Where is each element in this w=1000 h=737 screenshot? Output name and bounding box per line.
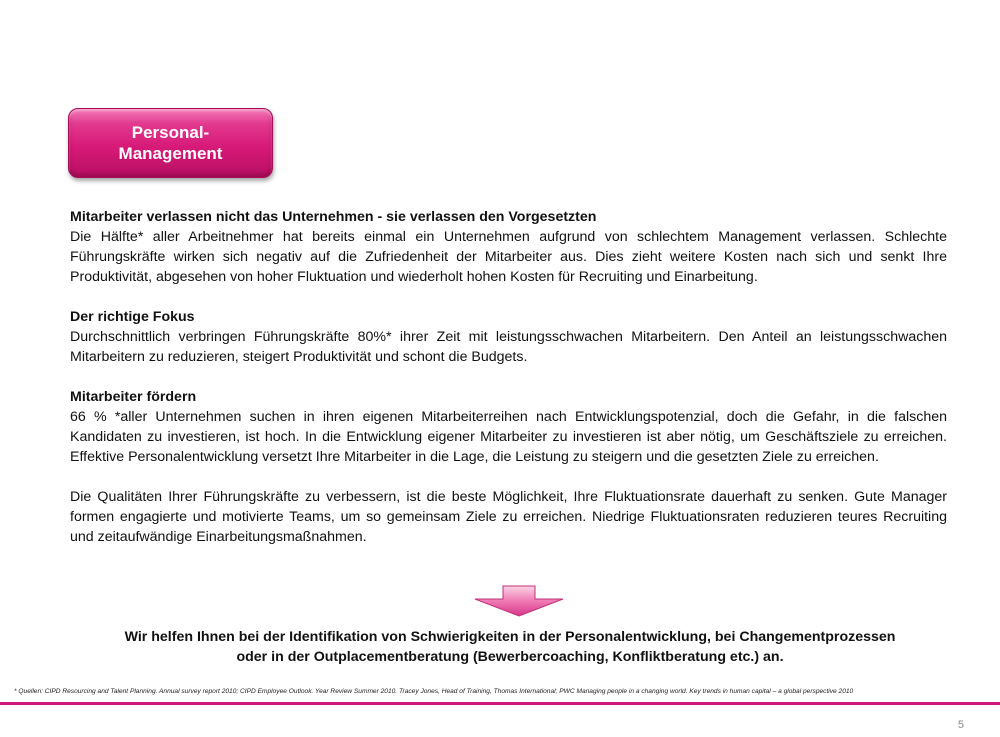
section-heading: Mitarbeiter fördern [70,389,197,405]
badge-line-2: Management [118,144,223,163]
section-leaving-managers [70,207,947,287]
cta-line-2: oder in der Outplacementberatung (Bewerbercoaching, Konfliktberatung etc.) an. [236,649,784,665]
section-leadership-quality [70,487,947,547]
call-to-action [60,627,960,667]
section-heading: Mitarbeiter verlassen nicht das Unternehmen - sie verlassen den Vorgesetzten [70,209,597,225]
section-text: 66 % *aller Unternehmen suchen in ihren eigenen Mitarbeiterreihen nach Entwicklungspotenzial, doch die Gefahr, in die falschen Kandidaten zu investieren, ist hoch. In die Entwicklung eigener Mitarbeiter zu investieren ist aber nötig, um Geschäftsziele zu erreichen. Effektive Personalentwicklung versetzt Ihre Mitarbeiter in die Lage, die Leistung zu steigern und die gesetzten Ziele zu erreichen. [70,409,947,465]
badge-line-1: Personal- [131,123,210,142]
section-text: Die Hälfte* aller Arbeitnehmer hat bereits einmal ein Unternehmen aufgrund von schlechtem Management verlassen. Schlechte Führungskräfte wirken sich negativ auf die Zufriedenheit der Mitarbeiter aus. Dies zieht weitere Kosten nach sich und senkt Ihre Produktivität, abgesehen von hoher Fluktuation und wiederholt hohen Kosten für Recruiting und Einarbeitung. [70,229,947,285]
section-develop-employees [70,387,947,467]
section-right-focus [70,307,947,367]
cta-line-1: Wir helfen Ihnen bei der Identifikation von Schwierigkeiten in der Personalentwicklung, bei Changementprozessen [124,629,896,645]
section-text: Durchschnittlich verbringen Führungskräfte 80%* ihrer Zeit mit leistungsschwachen Mitarbeitern. Den Anteil an leistungsschwachen Mitarbeitern zu reduzieren, steigert Produktivität und schont die Budgets. [70,329,947,365]
main-content [70,207,947,567]
footer-divider [0,702,1000,705]
section-heading: Der richtige Fokus [70,309,195,325]
section-text: Die Qualitäten Ihrer Führungskräfte zu verbessern, ist die beste Möglichkeit, Ihre Fluktuationsrate dauerhaft zu senken. Gute Manager formen engagierte und motivierte Teams, um so gemeinsam Ziele zu erreichen. Niedrige Fluktuationsraten reduzieren teures Recruiting und zeitaufwändige Einarbeitungsmaßnahmen. [70,489,947,545]
down-arrow-icon [473,585,565,617]
page-number: 5 [957,719,964,731]
sources-footnote: * Quellen: CIPD Resourcing and Talent Planning. Annual survey report 2010; CIPD Employee Outlook. Year Review Summer 2010. Tracey Jones, Head of Training, Thomas International; PWC Managing people in a changing world. Key trends in human capital – a global perspective 2010 [14,688,854,695]
section-badge [68,108,273,178]
